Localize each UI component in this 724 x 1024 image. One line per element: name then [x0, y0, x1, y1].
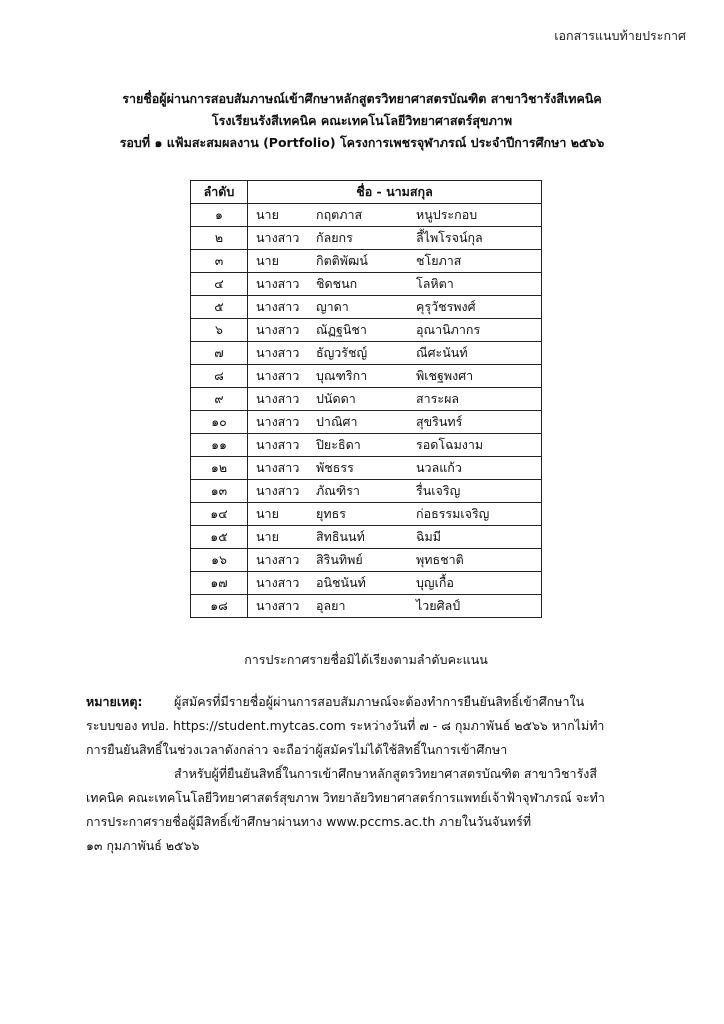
row-number: ๑๑ — [191, 434, 248, 457]
table-row — [191, 273, 542, 296]
row-number: ๔ — [191, 273, 248, 296]
table-body — [191, 204, 542, 618]
full-name-cell — [248, 388, 542, 411]
remarks-line-2: ระบบของ ทปอ. https://student.mytcas.com ระหว่างวันที่ ๗ - ๘ กุมภาพันธ์ ๒๕๖๖ หากไม่ทำ — [86, 718, 605, 733]
last-name: สาระผล — [416, 391, 460, 406]
name-prefix: นางสาว — [256, 230, 300, 245]
full-name-cell — [248, 296, 542, 319]
full-name-cell — [248, 434, 542, 457]
name-prefix: นางสาว — [256, 483, 300, 498]
row-number: ๓ — [191, 250, 248, 273]
first-name: สิรินทิพย์ — [316, 552, 363, 567]
full-name-cell — [248, 250, 542, 273]
column-header-name: ชื่อ - นามสกุล — [248, 181, 542, 204]
full-name-cell — [248, 204, 542, 227]
full-name-cell — [248, 342, 542, 365]
table-row — [191, 388, 542, 411]
full-name-cell — [248, 457, 542, 480]
last-name: รื่นเจริญ — [416, 483, 461, 498]
remarks-line-3: การยืนยันสิทธิ์ในช่วงเวลาดังกล่าว จะถือว่าผู้สมัครไม่ได้ใช้สิทธิ์ในการเข้าศึกษา — [86, 742, 508, 757]
full-name-cell — [248, 227, 542, 250]
name-prefix: นางสาว — [256, 345, 300, 360]
name-prefix: นางสาว — [256, 575, 300, 590]
name-prefix: นาย — [256, 529, 279, 544]
row-number: ๗ — [191, 342, 248, 365]
remarks-label: หมายเหตุ: — [86, 694, 143, 709]
table-row — [191, 227, 542, 250]
last-name: คุรุวัชรพงศ์ — [416, 299, 476, 314]
last-name: นวลแก้ว — [416, 460, 462, 475]
last-name: รอดโฉมงาม — [416, 437, 484, 452]
table-row — [191, 250, 542, 273]
first-name: กัลยกร — [316, 230, 353, 245]
name-prefix: นางสาว — [256, 414, 300, 429]
table-row — [191, 342, 542, 365]
table-row — [191, 503, 542, 526]
last-name: หนูประกอบ — [416, 207, 478, 222]
name-prefix: นาย — [256, 506, 279, 521]
last-name: พุทธชาติ — [416, 552, 464, 567]
remarks-line-1 — [86, 690, 672, 714]
first-name: พัชธรร — [316, 460, 354, 475]
table-footnote: การประกาศรายชื่อมิได้เรียงตามลำดับคะแนน — [244, 652, 488, 667]
table-row — [191, 365, 542, 388]
remarks-section — [86, 690, 672, 858]
title-line-1: รายชื่อผู้ผ่านการสอบสัมภาษณ์เข้าศึกษาหลักสูตรวิทยาศาสตรบัณฑิต สาขาวิชารังสีเทคนิค — [122, 91, 602, 106]
full-name-cell — [248, 503, 542, 526]
full-name-cell — [248, 319, 542, 342]
first-name: สิทธินนท์ — [316, 529, 365, 544]
row-number: ๑๐ — [191, 411, 248, 434]
name-prefix: นางสาว — [256, 437, 300, 452]
first-name: ปนัดดา — [316, 391, 356, 406]
last-name: ชโยภาส — [416, 253, 462, 268]
name-prefix: นางสาว — [256, 299, 300, 314]
title-line-2: โรงเรียนรังสีเทคนิค คณะเทคโนโลยีวิทยาศาสตร์สุขภาพ — [211, 113, 513, 128]
remarks-line-5: เทคนิค คณะเทคโนโลยีวิทยาศาสตร์สุขภาพ วิทยาลัยวิทยาศาสตร์การแพทย์เจ้าฟ้าจุฬาภรณ์ จะทำ — [86, 790, 605, 805]
remarks-line-7: ๑๓ กุมภาพันธ์ ๒๕๖๖ — [86, 838, 200, 853]
row-number: ๑๕ — [191, 526, 248, 549]
first-name: ญาดา — [316, 299, 349, 314]
table-row — [191, 572, 542, 595]
first-name: ภัณฑิรา — [316, 483, 360, 498]
last-name: ลี้ไพโรจน์กุล — [416, 230, 483, 245]
name-prefix: นางสาว — [256, 322, 300, 337]
last-name: สุขรินทร์ — [416, 414, 463, 429]
table-row — [191, 480, 542, 503]
table-row — [191, 204, 542, 227]
row-number: ๙ — [191, 388, 248, 411]
remarks-line-6: การประกาศรายชื่อผู้มีสิทธิ์เข้าศึกษาผ่านทาง www.pccms.ac.th ภายในวันจันทร์ที่ — [86, 814, 532, 829]
full-name-cell — [248, 480, 542, 503]
full-name-cell — [248, 572, 542, 595]
first-name: อุลยา — [316, 598, 346, 613]
table-row — [191, 319, 542, 342]
table-row — [191, 526, 542, 549]
first-name: ปิยะธิดา — [316, 437, 361, 452]
row-number: ๘ — [191, 365, 248, 388]
row-number: ๑๘ — [191, 595, 248, 618]
row-number: ๑๔ — [191, 503, 248, 526]
name-prefix: นาย — [256, 253, 279, 268]
first-name: ยุทธร — [316, 506, 346, 521]
name-prefix: นางสาว — [256, 391, 300, 406]
row-number: ๑๖ — [191, 549, 248, 572]
first-name: ณัฏฐนิชา — [316, 322, 367, 337]
row-number: ๑ — [191, 204, 248, 227]
name-prefix: นางสาว — [256, 598, 300, 613]
announcement-title — [0, 88, 724, 154]
full-name-cell — [248, 549, 542, 572]
remarks-line-4 — [86, 762, 672, 786]
row-number: ๖ — [191, 319, 248, 342]
table-row — [191, 549, 542, 572]
last-name: อุณานิภากร — [416, 322, 481, 337]
last-name: ฉิมมี — [416, 529, 441, 544]
full-name-cell — [248, 273, 542, 296]
remarks-text-4: สำหรับผู้ที่ยืนยันสิทธิ์ในการเข้าศึกษาหลักสูตรวิทยาศาสตรบัณฑิต สาขาวิชารังสี — [174, 766, 598, 781]
table-header-row — [191, 181, 542, 204]
last-name: พิเชฐพงศา — [416, 368, 474, 383]
row-number: ๕ — [191, 296, 248, 319]
name-prefix: นาย — [256, 207, 279, 222]
remarks-text-1: ผู้สมัครที่มีรายชื่อผู้ผ่านการสอบสัมภาษณ์จะต้องทำการยืนยันสิทธิ์เข้าศึกษาใน — [174, 694, 585, 709]
passed-candidates-table — [190, 180, 542, 618]
last-name: โลหิตา — [416, 276, 454, 291]
last-name: ณีศะนันท์ — [416, 345, 468, 360]
column-header-number: ลำดับ — [191, 181, 248, 204]
last-name: ไวยศิลป์ — [416, 598, 461, 613]
table-row — [191, 595, 542, 618]
last-name: บุญเกื้อ — [416, 575, 454, 590]
table-row — [191, 411, 542, 434]
name-prefix: นางสาว — [256, 276, 300, 291]
name-prefix: นางสาว — [256, 552, 300, 567]
first-name: ปาณิศา — [316, 414, 358, 429]
full-name-cell — [248, 526, 542, 549]
row-number: ๒ — [191, 227, 248, 250]
row-number: ๑๗ — [191, 572, 248, 595]
first-name: อนิชนันท์ — [316, 575, 366, 590]
last-name: ก่อธรรมเจริญ — [416, 506, 490, 521]
row-number: ๑๓ — [191, 480, 248, 503]
table-row — [191, 434, 542, 457]
table-row — [191, 296, 542, 319]
first-name: กิตติพัฒน์ — [316, 253, 368, 268]
first-name: ชิดชนก — [316, 276, 358, 291]
first-name: กฤตภาส — [316, 207, 363, 222]
document-attachment-note: เอกสารแนบท้ายประกาศ — [554, 28, 686, 43]
first-name: บุณฑริกา — [316, 368, 368, 383]
first-name: ธัญวรัชญ์ — [316, 345, 368, 360]
name-prefix: นางสาว — [256, 368, 300, 383]
name-prefix: นางสาว — [256, 460, 300, 475]
row-number: ๑๒ — [191, 457, 248, 480]
full-name-cell — [248, 365, 542, 388]
full-name-cell — [248, 411, 542, 434]
full-name-cell — [248, 595, 542, 618]
title-line-3: รอบที่ ๑ แฟ้มสะสมผลงาน (Portfolio) โครงการเพชรจุฬาภรณ์ ประจำปีการศึกษา ๒๕๖๖ — [119, 135, 605, 150]
table-row — [191, 457, 542, 480]
